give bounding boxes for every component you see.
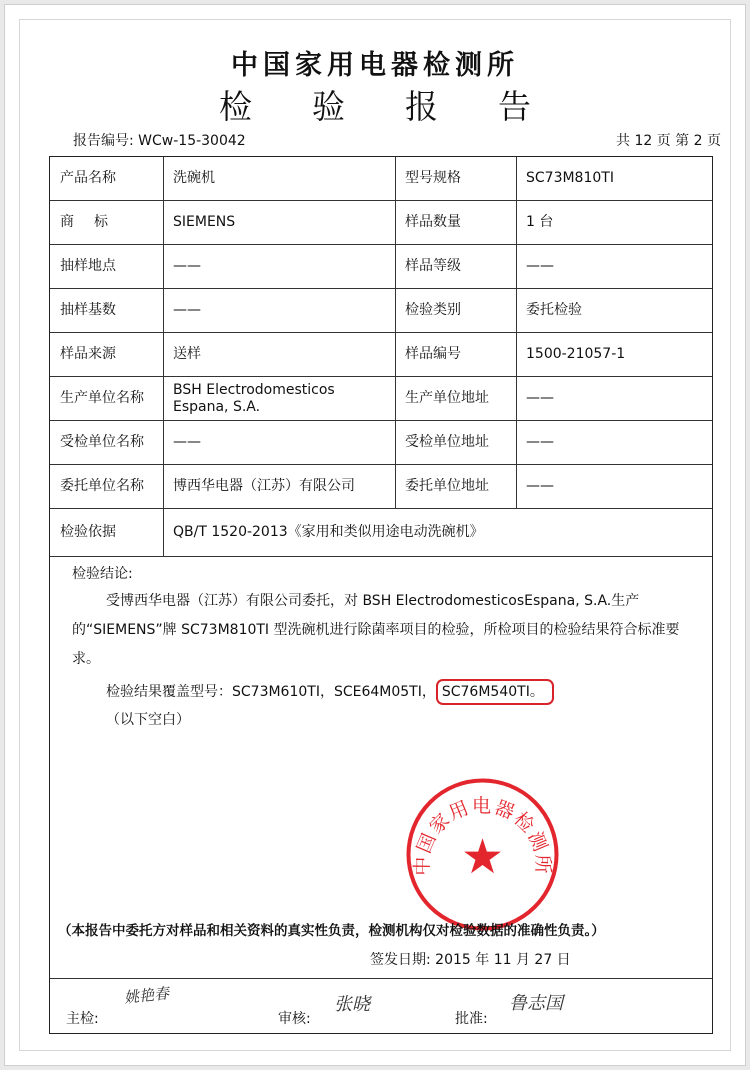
institute-title: 中国家用电器检测所 bbox=[231, 50, 519, 81]
field-value: 送样 bbox=[173, 346, 201, 362]
field-value: 1 台 bbox=[526, 214, 554, 230]
conclusion-section bbox=[50, 557, 712, 978]
basis-label: 检验依据 bbox=[60, 524, 116, 540]
signature-row bbox=[50, 978, 712, 1029]
approver-signature bbox=[505, 986, 575, 1022]
table-row bbox=[50, 421, 712, 465]
table-row bbox=[50, 245, 712, 289]
field-value: 博西华电器（江苏）有限公司 bbox=[173, 478, 355, 494]
field-label: 委托单位名称 bbox=[60, 478, 144, 494]
field-value: —— bbox=[173, 302, 201, 318]
covered-models bbox=[106, 681, 554, 701]
field-label: 样品数量 bbox=[405, 214, 461, 230]
field-value: —— bbox=[173, 434, 201, 450]
inspector-label: 主检: bbox=[66, 1011, 99, 1027]
field-label: 样品来源 bbox=[60, 346, 116, 362]
field-label: 样品编号 bbox=[405, 346, 461, 362]
field-label: 抽样基数 bbox=[60, 302, 116, 318]
report-title: 检验报告 bbox=[219, 87, 591, 126]
table-row bbox=[50, 289, 712, 333]
field-label: 型号规格 bbox=[405, 170, 461, 186]
field-value: SC73M810TI bbox=[526, 170, 614, 186]
report-page bbox=[4, 4, 746, 1066]
field-value: 洗碗机 bbox=[173, 170, 215, 186]
field-label: 生产单位名称 bbox=[60, 390, 144, 406]
blank-note: （以下空白） bbox=[106, 712, 190, 728]
field-label: 样品等级 bbox=[405, 258, 461, 274]
disclaimer: （本报告中委托方对样品和相关资料的真实性负责，检测机构仅对检验数据的准确性负责。） bbox=[58, 923, 605, 939]
page-info: 共 12 页 第 2 页 bbox=[616, 133, 721, 149]
table-row bbox=[50, 201, 712, 245]
svg-text:张晓: 张晓 bbox=[334, 994, 370, 1015]
field-value: 委托检验 bbox=[526, 302, 582, 318]
field-label: 受检单位名称 bbox=[60, 434, 144, 450]
seal-text: 中国家用电器检测所 bbox=[411, 794, 554, 876]
table-row bbox=[50, 333, 712, 377]
column-divider bbox=[516, 157, 517, 509]
field-label: 委托单位地址 bbox=[405, 478, 489, 494]
seal-star-icon: ★ bbox=[460, 829, 505, 885]
field-value: 1500-21057-1 bbox=[526, 346, 626, 362]
svg-text:姚艳春: 姚艳春 bbox=[123, 984, 170, 1007]
field-value: SIEMENS bbox=[173, 214, 236, 230]
field-value: —— bbox=[173, 258, 201, 274]
field-label: 产品名称 bbox=[60, 170, 116, 186]
inspector-signature bbox=[122, 982, 182, 1012]
field-value: —— bbox=[526, 434, 554, 450]
field-value: —— bbox=[526, 390, 554, 406]
highlighted-model: SC76M540TI。 bbox=[436, 679, 554, 705]
field-value: —— bbox=[526, 258, 554, 274]
reviewer-label: 审核: bbox=[278, 1011, 311, 1027]
reviewer-signature bbox=[330, 988, 390, 1022]
field-label: 抽样地点 bbox=[60, 258, 116, 274]
field-value: —— bbox=[526, 478, 554, 494]
report-number: 报告编号: WCw-15-30042 bbox=[73, 133, 246, 149]
field-value: BSH Electrodomesticos Espana, S.A. bbox=[173, 381, 335, 415]
conclusion-paragraph: 受博西华电器（江苏）有限公司委托，对 BSH ElectrodomesticosEspana, S.A.生产的“SIEMENS”牌 SC73M810TI 型洗碗机进行除菌率项目的检验，所检项目的检验结果符合标准要求。 bbox=[72, 593, 680, 667]
table-row bbox=[50, 157, 712, 201]
basis-value: QB/T 1520-2013《家用和类似用途电动洗碗机》 bbox=[173, 524, 484, 540]
column-divider bbox=[395, 157, 396, 509]
official-seal bbox=[405, 777, 560, 932]
table-row bbox=[50, 465, 712, 509]
column-divider bbox=[163, 157, 164, 557]
svg-text:鲁志国: 鲁志国 bbox=[509, 993, 563, 1014]
report-table bbox=[49, 156, 713, 1034]
table-row bbox=[50, 509, 712, 557]
conclusion-title: 检验结论: bbox=[72, 566, 133, 582]
covered-models-text: 检验结果覆盖型号：SC73M610TI，SCE64M05TI， bbox=[106, 684, 436, 700]
field-label: 检验类别 bbox=[405, 302, 461, 318]
field-label: 商标 bbox=[60, 214, 128, 230]
approver-label: 批准: bbox=[455, 1011, 488, 1027]
field-label: 受检单位地址 bbox=[405, 434, 489, 450]
table-row bbox=[50, 377, 712, 421]
issue-date: 签发日期: 2015 年 11 月 27 日 bbox=[370, 952, 571, 968]
field-label: 生产单位地址 bbox=[405, 390, 489, 406]
